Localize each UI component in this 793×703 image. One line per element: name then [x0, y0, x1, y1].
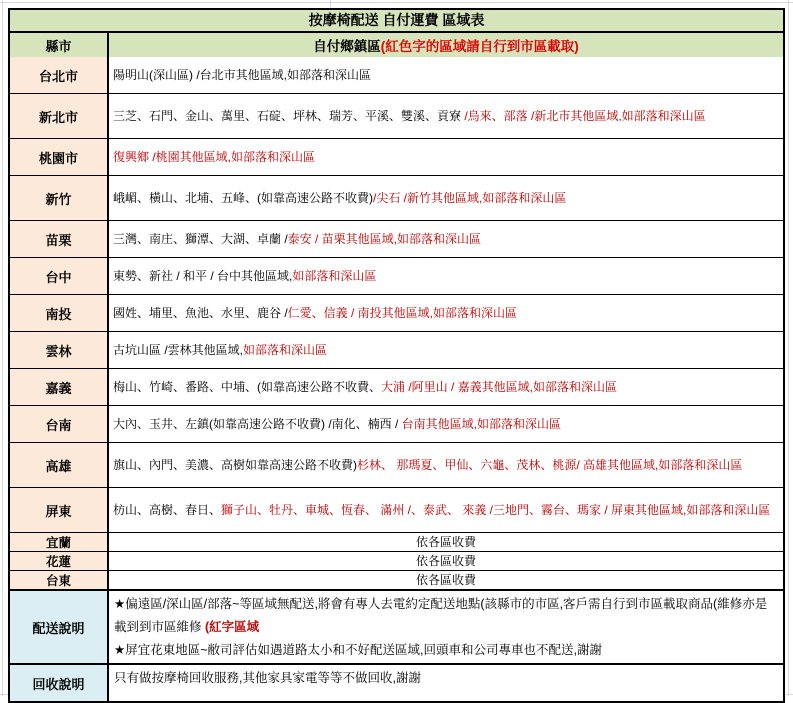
note-text-cell[interactable]: [109, 591, 783, 663]
region-text: [113, 304, 517, 322]
region-cell[interactable]: [109, 176, 783, 220]
region-cell[interactable]: [109, 369, 783, 405]
region-cell[interactable]: [109, 332, 783, 368]
region-text-red: 泰安 / 苗栗其他區域,如部落和深山區: [287, 232, 482, 246]
region-cell[interactable]: [109, 443, 783, 487]
region-cell[interactable]: [109, 221, 783, 257]
table-row: [10, 93, 783, 138]
region-text-black: 三灣、南庄、獅潭、大湖、卓蘭 /: [113, 232, 288, 246]
region-cell[interactable]: [109, 94, 783, 138]
note-label-cell[interactable]: 回收說明: [10, 665, 109, 701]
region-text-black: 旗山、內門、美濃、高樹如靠高速公路不收費): [113, 458, 357, 472]
region-text-red: 復興鄉 /桃園其他區域,如部落和深山區: [113, 150, 316, 164]
table-row: [10, 138, 783, 175]
region-cell[interactable]: [109, 139, 783, 175]
region-text-black: 梅山、竹崎、番路、中埔、(如靠高速公路不收費、: [113, 380, 381, 394]
county-cell[interactable]: 新北市: [10, 94, 109, 138]
note-paragraph: [114, 639, 778, 662]
region-text-black: 枋山、高樹、春日、: [113, 503, 222, 517]
region-cell[interactable]: [109, 406, 783, 442]
table-row: [10, 589, 783, 663]
header-county-cell[interactable]: 縣市: [10, 33, 109, 57]
county-cell[interactable]: 南投: [10, 295, 109, 331]
region-text-red: 台南其他區域,如部落和深山區: [401, 417, 562, 431]
region-text: [416, 554, 476, 568]
table-title: 按摩椅配送 自付運費 區域表: [308, 12, 485, 28]
county-cell[interactable]: 台東: [10, 571, 109, 589]
region-text-black: 陽明山(深山區) /台北市其他區域,如部落和深山區: [113, 68, 371, 82]
region-text-black: ★屏宜花東地區~敝司評估如遇道路太小和不好配送區域,回頭車和公司專車也不配送,謝謝: [114, 642, 602, 657]
region-text-red: 如部落和深山區: [292, 269, 377, 283]
region-text-red: /尖石 /新竹其他區域,如部落和深山區: [373, 191, 567, 205]
county-cell[interactable]: 桃園市: [10, 139, 109, 175]
region-cell[interactable]: [109, 571, 783, 589]
note-paragraph: [114, 667, 778, 690]
region-text-black: 國姓、埔里、魚池、水里、鹿谷 /: [113, 306, 288, 320]
region-text: [113, 415, 561, 433]
table-row: [10, 331, 783, 368]
region-text: [113, 230, 481, 248]
region-text-black: 依各區收費: [415, 572, 476, 587]
region-text-black: 大內、玉井、左鎮(如靠高速公路不收費) /南化、楠西 /: [113, 417, 402, 431]
region-cell[interactable]: [109, 295, 783, 331]
region-text-black: 依各區收費: [415, 553, 476, 568]
region-text: [113, 456, 742, 474]
region-text-black: 峨嵋、橫山、北埔、五峰、(如靠高速公路不收費): [113, 191, 373, 205]
region-text: [416, 573, 476, 587]
county-rows: [10, 57, 783, 589]
region-text: [113, 341, 327, 359]
region-cell[interactable]: [109, 57, 783, 93]
county-cell[interactable]: 台中: [10, 258, 109, 294]
county-cell[interactable]: 高雄: [10, 443, 109, 487]
table-row: [10, 405, 783, 442]
region-text-red: 仁愛、信義 / 南投其他區域,如部落和深山區: [287, 306, 518, 320]
table-row: [10, 175, 783, 220]
county-cell[interactable]: 雲林: [10, 332, 109, 368]
region-text: [113, 378, 617, 396]
table-header-row[interactable]: [10, 31, 783, 57]
sheet-gridline: [788, 0, 789, 696]
table-row: [10, 551, 783, 570]
fee-region-table: [8, 8, 785, 703]
note-paragraph: [114, 593, 778, 639]
region-cell[interactable]: [109, 488, 783, 532]
header-region-cell[interactable]: [109, 33, 783, 57]
region-cell[interactable]: [109, 552, 783, 570]
region-text-black: 只有做按摩椅回收服務,其他家具家電等等不做回收,謝謝: [114, 671, 421, 686]
table-row: [10, 257, 783, 294]
region-text-red: 杉林、 那瑪夏、甲仙、六龜、茂林、桃源/ 高雄其他區域,如部落和深山區: [357, 458, 743, 472]
region-cell[interactable]: [109, 258, 783, 294]
table-row: [10, 570, 783, 589]
county-cell[interactable]: 屏東: [10, 488, 109, 532]
county-cell[interactable]: 台南: [10, 406, 109, 442]
region-text: [113, 148, 315, 166]
header-region-label: 自付鄉鎮區: [313, 39, 381, 54]
sheet-gridline: [2, 0, 3, 696]
region-text-red: 獅子山、牡丹、車城、恆春、 滿州 /、泰武、 來義 /三地門、霧台、瑪家 / 屏東其他區域,如部落和深山區: [221, 503, 771, 517]
county-cell[interactable]: 新竹: [10, 176, 109, 220]
county-cell[interactable]: 嘉義: [10, 369, 109, 405]
region-text-red: 如部落和深山區: [243, 343, 328, 357]
region-text: [113, 107, 706, 125]
region-text-red: /烏來、部落 /新北市其他區域,如部落和深山區: [464, 109, 706, 123]
region-text-black: 古坑山區 /雲林其他區域,: [113, 343, 244, 357]
header-region-note-red: (紅色字的區域請自行到市區載取): [380, 39, 579, 54]
region-text: [113, 501, 770, 519]
region-text-black: 東勢、新社 / 和平 / 台中其他區域,: [113, 269, 293, 283]
note-label-cell[interactable]: 配送說明: [10, 591, 109, 663]
table-row: [10, 368, 783, 405]
table-row: [10, 442, 783, 487]
region-text: [113, 66, 371, 84]
region-text-black: 依各區收費: [415, 534, 476, 549]
sheet-gridline: [0, 2, 793, 3]
region-cell[interactable]: [109, 533, 783, 551]
region-text-red: 大浦 /阿里山 / 嘉義其他區域,如部落和深山區: [381, 380, 618, 394]
region-text-red: (紅字區域: [204, 619, 260, 634]
region-text-black: 三芝、石門、金山、萬里、石碇、坪林、瑞芳、平溪、雙溪、貢寮: [113, 109, 465, 123]
region-text: [113, 267, 376, 285]
table-title-row[interactable]: [10, 10, 783, 31]
note-rows: [10, 589, 783, 701]
region-text-black: ★偏遠區/深山區/部落~等區域無配送,將會有專人去電約定配送地點(該縣市的市區,客戶需自行到市區載取商品(維修亦是載到到市區維修: [114, 597, 768, 634]
county-cell[interactable]: 苗栗: [10, 221, 109, 257]
table-row: [10, 294, 783, 331]
table-row: [10, 220, 783, 257]
county-cell[interactable]: 台北市: [10, 57, 109, 93]
table-row: [10, 487, 783, 532]
county-cell[interactable]: 宜蘭: [10, 533, 109, 551]
table-row: [10, 532, 783, 551]
county-cell[interactable]: 花蓮: [10, 552, 109, 570]
region-text: [416, 535, 476, 549]
region-text: [113, 189, 566, 207]
table-row: [10, 57, 783, 93]
sheet-gridline: [330, 0, 331, 8]
